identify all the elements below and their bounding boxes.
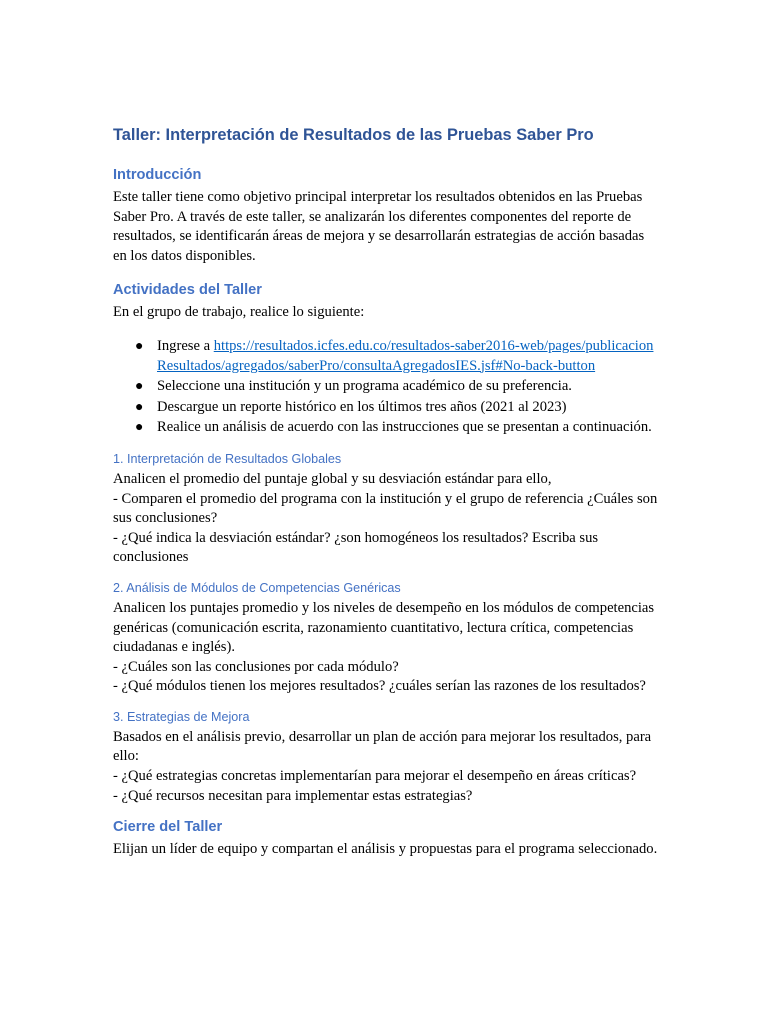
list-item bbox=[135, 337, 658, 376]
activities-list bbox=[113, 337, 658, 438]
section3-line: Basados en el análisis previo, desarrollar un plan de acción para mejorar los resultados, para ello: bbox=[113, 728, 652, 765]
section2-body bbox=[113, 599, 658, 697]
section3-body bbox=[113, 728, 658, 806]
list-item-text: Seleccione una institución y un programa académico de su preferencia. bbox=[157, 378, 572, 395]
closing-text: Elijan un líder de equipo y compartan el análisis y propuestas para el programa seleccionado. bbox=[113, 841, 658, 858]
list-item-text: Descargue un reporte histórico en los últimos tres años (2021 al 2023) bbox=[157, 398, 567, 415]
section1-heading: 1. Interpretación de Resultados Globales bbox=[113, 451, 342, 466]
bullet-icon: ● bbox=[135, 379, 144, 395]
list-item bbox=[135, 377, 658, 397]
section3-heading: 3. Estrategias de Mejora bbox=[113, 709, 250, 724]
section1-line: - ¿Qué indica la desviación estándar? ¿son homogéneos los resultados? Escriba sus conclusiones bbox=[113, 529, 599, 566]
section1-line: Analicen el promedio del puntaje global y su desviación estándar para ello, bbox=[113, 470, 552, 487]
bullet-icon: ● bbox=[135, 420, 144, 436]
section3-line: - ¿Qué estrategias concretas implementarían para mejorar el desempeño en áreas críticas? bbox=[113, 768, 637, 785]
closing-heading: Cierre del Taller bbox=[113, 819, 223, 836]
section2-line: - ¿Qué módulos tienen los mejores resultados? ¿cuáles serían las razones de los resultados? bbox=[113, 678, 646, 695]
activities-lead: En el grupo de trabajo, realice lo siguiente: bbox=[113, 304, 365, 321]
intro-heading: Introducción bbox=[113, 167, 202, 183]
section2-line: Analicen los puntajes promedio y los niveles de desempeño en los módulos de competencias genéricas (comunicación escrita, razonamiento cuantitativo, lectura crítica, competencias ciudadanas e inglés). bbox=[113, 599, 655, 656]
bullet-icon: ● bbox=[135, 399, 144, 415]
list-item bbox=[135, 418, 658, 438]
bullet-icon: ● bbox=[135, 338, 144, 354]
intro-text: Este taller tiene como objetivo principal interpretar los resultados obtenidos en las Pruebas Saber Pro. A través de este taller, se analizarán los diferentes componentes del reporte de resultados, se identificarán áreas de mejora y se desarrollarán estrategias de acción basadas en los datos disponibles. bbox=[113, 189, 645, 264]
saber-pro-results-link[interactable]: https://resultados.icfes.edu.co/resultados-saber2016-web/pages/publicacionResultados/agregados/saberPro/consultaAgregadosIES.jsf#No-back-button bbox=[157, 337, 654, 374]
activities-heading: Actividades del Taller bbox=[113, 282, 262, 299]
list-item-text: Realice un análisis de acuerdo con las instrucciones que se presentan a continuación. bbox=[157, 419, 652, 436]
section2-line: - ¿Cuáles son las conclusiones por cada módulo? bbox=[113, 658, 399, 675]
section3-line: - ¿Qué recursos necesitan para implementar estas estrategias? bbox=[113, 787, 473, 804]
list-item bbox=[135, 398, 658, 418]
section1-body bbox=[113, 470, 658, 568]
document-page bbox=[113, 124, 658, 860]
section2-heading: 2. Análisis de Módulos de Competencias Genéricas bbox=[113, 580, 401, 595]
document-title: Taller: Interpretación de Resultados de las Pruebas Saber Pro bbox=[113, 126, 594, 144]
list-item-text: Ingrese a bbox=[157, 337, 214, 354]
section1-line: - Comparen el promedio del programa con la institución y el grupo de referencia ¿Cuáles son sus conclusiones? bbox=[113, 490, 658, 527]
